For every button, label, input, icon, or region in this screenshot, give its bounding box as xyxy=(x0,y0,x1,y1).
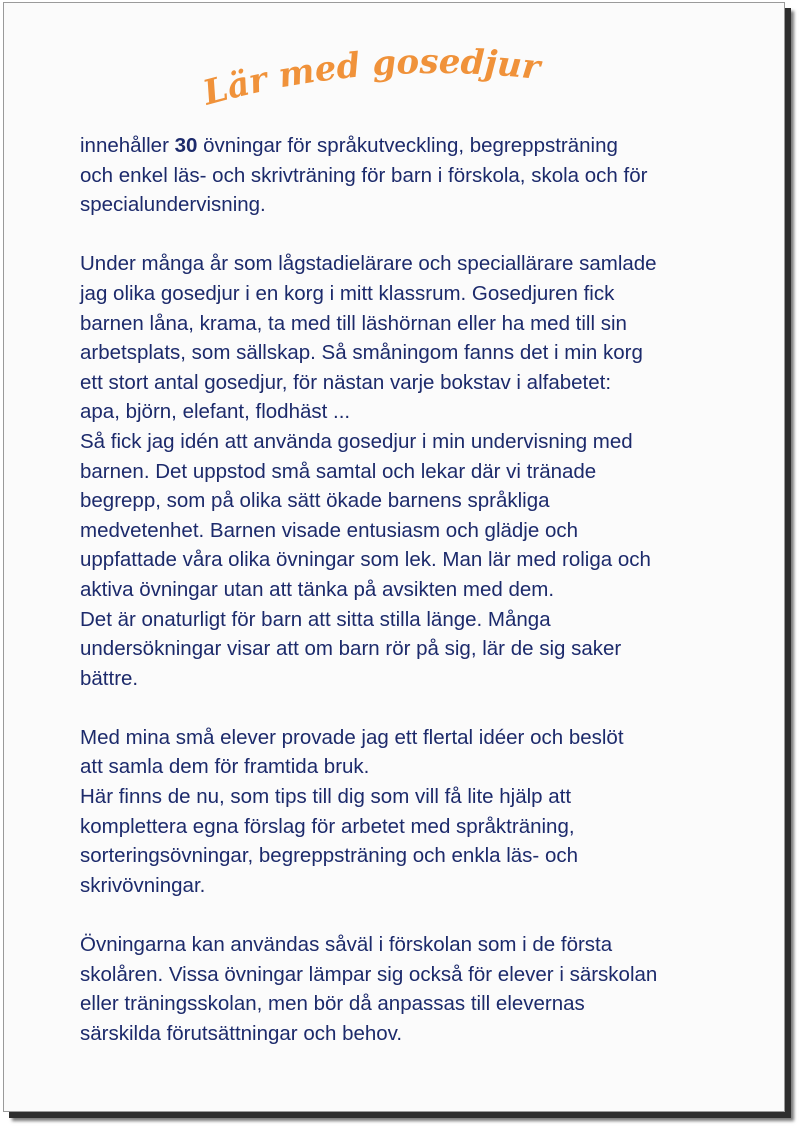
intro-paragraph xyxy=(80,131,740,220)
text-line: arbetsplats, som sällskap. Så småningom fanns det i min korg xyxy=(80,341,643,365)
title-graphic xyxy=(199,43,579,123)
text-line: aktiva övningar utan att tänka på avsikten med dem. xyxy=(80,577,555,601)
text-line: Det är onaturligt för barn att sitta stilla länge. Många xyxy=(80,607,551,631)
text-line: att samla dem för framtida bruk. xyxy=(80,755,370,779)
intro-lead: innehåller xyxy=(80,134,175,157)
text-line: barnen. Det uppstod små samtal och lekar där vi tränade xyxy=(80,459,597,483)
text-line: uppfattade våra olika övningar som lek. Man lär med roliga och xyxy=(80,548,651,572)
text-line: särskilda förutsättningar och behov. xyxy=(80,1021,403,1045)
text-line: skrivövningar. xyxy=(80,873,206,897)
text-line: barnen låna, krama, ta med till läshörnan eller ha med till sin xyxy=(80,311,627,335)
text-line: sorteringsövningar, begreppsträning och enkla läs- och xyxy=(80,844,578,868)
exercise-count: 30 xyxy=(174,134,198,157)
intro-rest: övningar för språkutveckling, begreppsträning xyxy=(197,134,618,157)
paragraph-2 xyxy=(80,249,740,693)
text-line: Under många år som lågstadielärare och speciallärare samlade xyxy=(80,252,657,276)
text-line: Här finns de nu, som tips till dig som vill få lite hjälp att xyxy=(80,785,572,809)
text-line: ett stort antal gosedjur, för nästan varje bokstav i alfabetet: xyxy=(80,370,612,394)
body-text xyxy=(80,131,740,1048)
text-line: komplettera egna förslag för arbetet med språkträning, xyxy=(80,814,575,838)
title-text-path: Lär med gosedjur xyxy=(199,43,543,114)
text-line: apa, björn, elefant, flodhäst ... xyxy=(80,400,351,424)
title-text xyxy=(199,43,544,114)
text-line: undersökningar visar att om barn rör på sig, lär de sig saker xyxy=(80,637,622,661)
paragraph-gap xyxy=(80,693,740,723)
intro-line-2: och enkel läs- och skrivträning för barn i förskola, skola och för xyxy=(80,163,648,187)
text-line: skolåren. Vissa övningar lämpar sig också för elever i särskolan xyxy=(80,962,658,986)
paragraph-4 xyxy=(80,930,740,1048)
page-title xyxy=(199,43,579,123)
text-line: Så fick jag idén att använda gosedjur i min undervisning med xyxy=(80,429,633,453)
text-line: eller träningsskolan, men bör då anpassas till elevernas xyxy=(80,992,585,1016)
paragraph-gap xyxy=(80,220,740,250)
document-page xyxy=(3,2,785,1112)
text-line: medvetenhet. Barnen visade entusiasm och glädje och xyxy=(80,518,579,542)
text-line: jag olika gosedjur i en korg i mitt klassrum. Gosedjuren fick xyxy=(80,281,615,305)
paragraph-3 xyxy=(80,723,740,901)
text-line: bättre. xyxy=(80,666,139,690)
intro-line-1 xyxy=(80,131,740,161)
text-line: Övningarna kan användas såväl i förskolan som i de första xyxy=(80,933,613,957)
paragraph-gap xyxy=(80,900,740,930)
text-line: Med mina små elever provade jag ett flertal idéer och beslöt xyxy=(80,725,624,749)
intro-line-3: specialundervisning. xyxy=(80,193,266,217)
text-line: begrepp, som på olika sätt ökade barnens språkliga xyxy=(80,489,550,513)
